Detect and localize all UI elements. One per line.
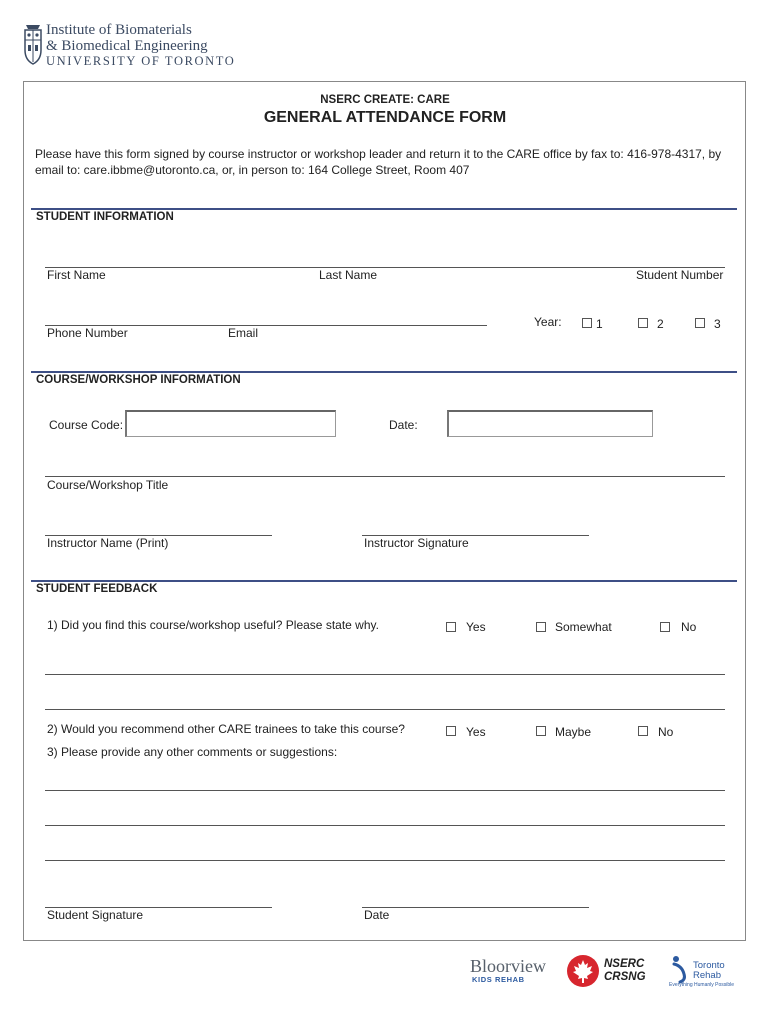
nserc-maple-leaf-icon <box>566 954 600 988</box>
q1-yes-label: Yes <box>466 620 486 634</box>
bloorview-logo-subtitle: KIDS REHAB <box>472 975 525 984</box>
q2-maybe-label: Maybe <box>555 725 592 739</box>
first-name-label: First Name <box>47 268 106 282</box>
last-name-label: Last Name <box>319 268 378 282</box>
course-title-line[interactable] <box>45 476 725 477</box>
toronto-rehab-figure-icon <box>668 954 690 984</box>
q2-no-checkbox[interactable] <box>638 726 648 736</box>
course-date-input[interactable] <box>447 410 653 437</box>
form-title: GENERAL ATTENDANCE FORM <box>263 109 507 126</box>
q2-yes-label: Yes <box>466 725 486 739</box>
university-crest-icon <box>22 24 44 68</box>
q1-answer-line[interactable] <box>45 674 725 675</box>
institute-name-line2: & Biomedical Engineering <box>46 38 208 54</box>
q1-answer-line[interactable] <box>45 709 725 710</box>
q2-no-label: No <box>658 725 674 739</box>
crsng-logo-text: CRSNG <box>604 971 646 983</box>
student-signature-label: Student Signature <box>47 908 144 922</box>
university-name: UNIVERSITY OF TORONTO <box>46 54 236 68</box>
bloorview-logo: Bloorview <box>470 956 546 976</box>
q2-yes-checkbox[interactable] <box>446 726 456 736</box>
comments-line[interactable] <box>45 860 725 861</box>
comments-line[interactable] <box>45 790 725 791</box>
q1-yes-checkbox[interactable] <box>446 622 456 632</box>
nserc-logo-text: NSERC <box>604 958 645 970</box>
toronto-rehab-tagline: Everything Humanly Possible <box>669 982 735 988</box>
year-3-checkbox[interactable] <box>695 318 705 328</box>
year-2-checkbox[interactable] <box>638 318 648 328</box>
course-title-label: Course/Workshop Title <box>47 478 169 492</box>
section-divider <box>31 208 737 210</box>
q2-maybe-checkbox[interactable] <box>536 726 546 736</box>
question-1-text: 1) Did you find this course/workshop useful? Please state why. <box>47 618 379 632</box>
year-2-label: 2 <box>657 317 664 331</box>
student-info-heading: STUDENT INFORMATION <box>36 211 174 223</box>
instructor-signature-label: Instructor Signature <box>364 536 469 550</box>
institute-name-line1: Institute of Biomaterials <box>46 22 192 38</box>
question-2-text: 2) Would you recommend other CARE trainees to take this course? <box>47 722 405 736</box>
signature-date-line[interactable] <box>362 907 589 908</box>
toronto-rehab-logo-line2: Rehab <box>693 970 721 981</box>
course-code-input[interactable] <box>125 410 336 437</box>
signature-date-label: Date <box>364 908 390 922</box>
year-1-checkbox[interactable] <box>582 318 592 328</box>
question-3-text: 3) Please provide any other comments or suggestions: <box>47 745 338 759</box>
q1-somewhat-label: Somewhat <box>555 620 612 634</box>
q1-no-label: No <box>681 620 697 634</box>
student-feedback-heading: STUDENT FEEDBACK <box>36 583 158 595</box>
student-number-label: Student Number <box>636 268 724 282</box>
email-label: Email <box>228 326 259 340</box>
year-3-label: 3 <box>714 317 721 331</box>
phone-number-label: Phone Number <box>47 326 128 340</box>
program-name: NSERC CREATE: CARE <box>320 94 450 106</box>
course-code-label: Course Code: <box>49 418 124 432</box>
section-divider <box>31 580 737 582</box>
name-row-line[interactable] <box>45 267 725 268</box>
form-instructions: Please have this form signed by course instructor or workshop leader and return it to the CARE office by fax to: 416-978-4317, by email to: care.ibbme@utoronto.ca, or, in person to: 164 College Street, Room 407 <box>35 147 722 177</box>
year-label: Year: <box>534 315 562 329</box>
section-divider <box>31 371 737 373</box>
instructor-name-label: Instructor Name (Print) <box>47 536 169 550</box>
course-date-label: Date: <box>389 418 418 432</box>
year-1-label: 1 <box>596 317 603 331</box>
course-info-heading: COURSE/WORKSHOP INFORMATION <box>36 374 241 386</box>
form-frame <box>23 81 746 941</box>
q1-somewhat-checkbox[interactable] <box>536 622 546 632</box>
toronto-rehab-logo-line1: Toronto <box>693 960 725 971</box>
q1-no-checkbox[interactable] <box>660 622 670 632</box>
comments-line[interactable] <box>45 825 725 826</box>
